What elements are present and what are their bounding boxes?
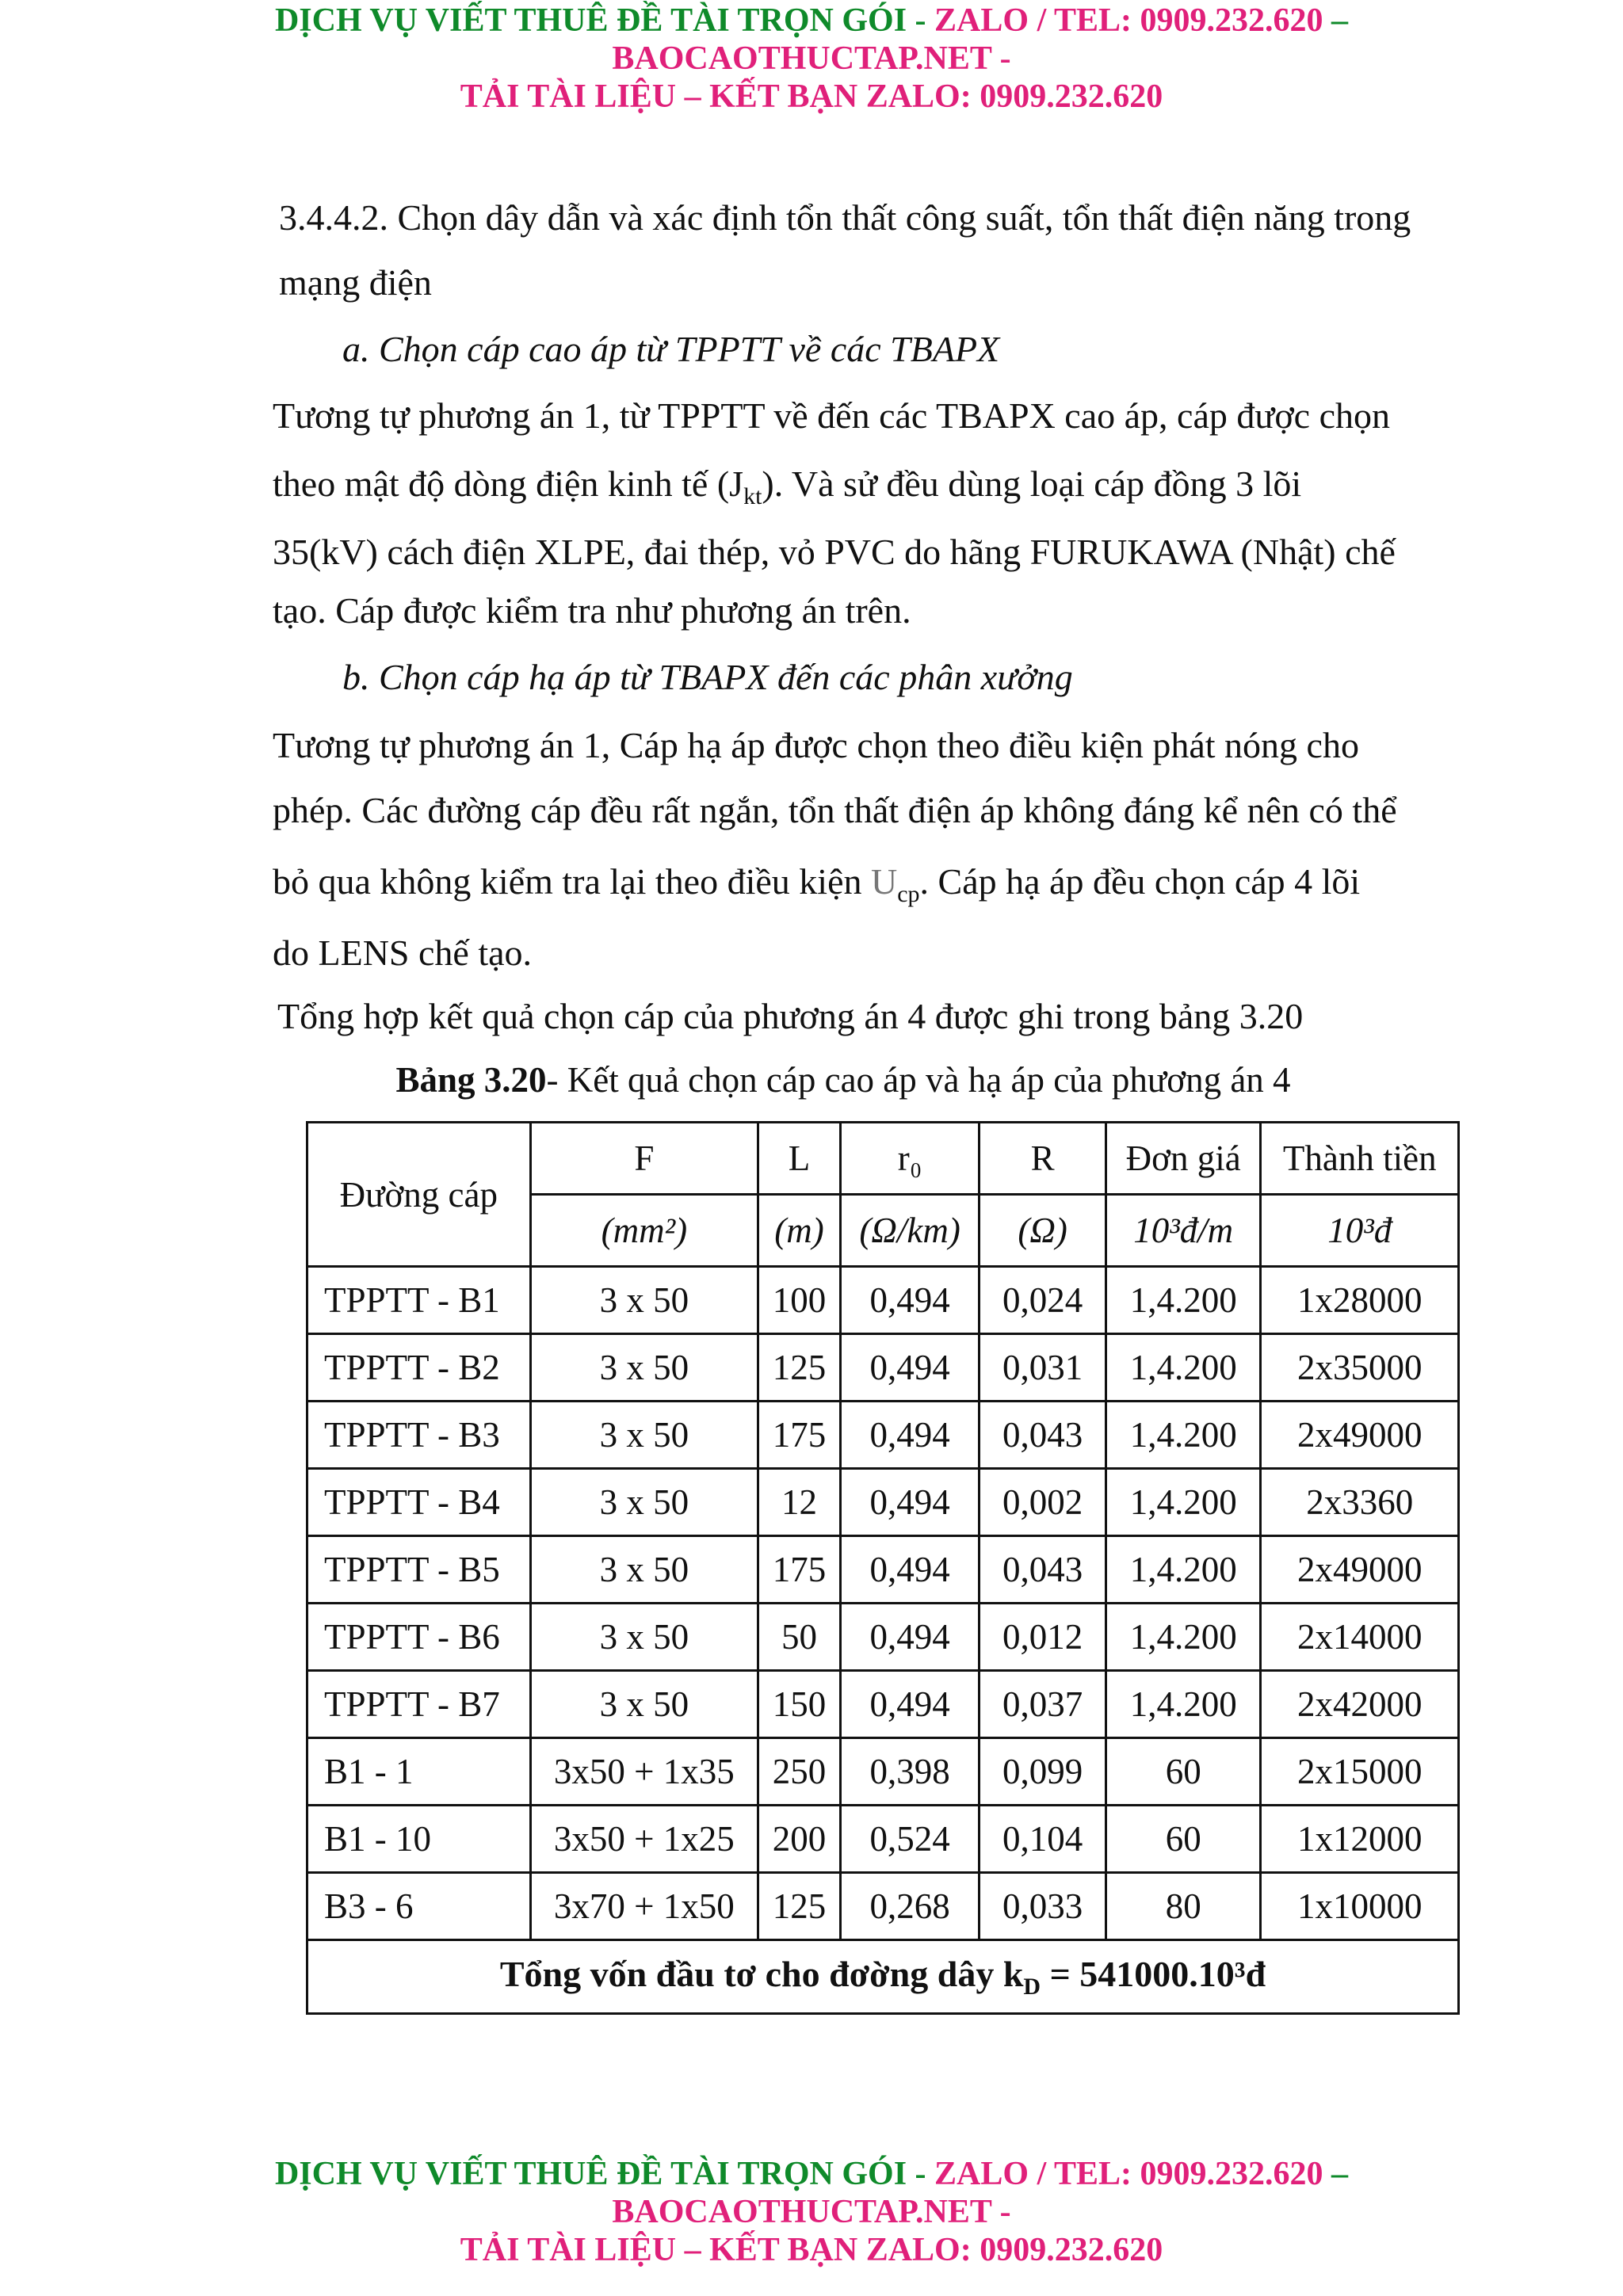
cell-f: 3 x 50 <box>530 1536 758 1604</box>
cell-route: TPPTT - B2 <box>307 1334 531 1402</box>
paragraph-a-line-2-tail: ). Và sử đều dùng loại cáp đồng 3 lõi <box>762 463 1302 504</box>
cell-r: 0,033 <box>980 1873 1106 1940</box>
cell-total: 2x14000 <box>1261 1604 1459 1671</box>
cell-route: TPPTT - B1 <box>307 1267 531 1334</box>
cell-l: 50 <box>758 1604 841 1671</box>
table-caption-label: Bảng 3.20 <box>395 1060 547 1100</box>
header-f-unit: (mm²) <box>530 1195 758 1267</box>
voltage-symbol: U <box>870 861 898 902</box>
paragraph-b-line-4: do LENS chế tạo. <box>273 933 533 973</box>
summary-line: Tổng hợp kết quả chọn cáp của phương án 4 được ghi trong bảng 3.20 <box>277 996 1304 1036</box>
cell-r0: 0,494 <box>840 1334 980 1402</box>
paragraph-b-line-2: phép. Các đường cáp đều rất ngắn, tổn thất điện áp không đáng kể nên có thể <box>273 790 1397 830</box>
cell-r: 0,099 <box>980 1738 1106 1806</box>
cell-r0: 0,268 <box>840 1873 980 1940</box>
cell-total: 1x28000 <box>1261 1267 1459 1334</box>
cell-price: 1,4.200 <box>1106 1402 1261 1469</box>
cell-r: 0,037 <box>980 1671 1106 1738</box>
cell-l: 12 <box>758 1469 841 1536</box>
cable-table <box>306 1121 1460 2015</box>
section-heading-line-1: 3.4.4.2. Chọn dây dẫn và xác định tổn thất công suất, tổn thất điện năng trong <box>279 197 1411 238</box>
table-row <box>307 1267 1459 1334</box>
banner-dash: – <box>1323 2 1349 39</box>
cell-price: 1,4.200 <box>1106 1267 1261 1334</box>
cell-f: 3x50 + 1x25 <box>530 1806 758 1873</box>
paragraph-a-line-4: tạo. Cáp được kiểm tra như phương án trên. <box>273 590 911 631</box>
paragraph-b-line-3 <box>273 860 1360 916</box>
cell-f: 3x70 + 1x50 <box>530 1873 758 1940</box>
footer-service-text: DỊCH VỤ VIẾT THUÊ ĐỀ TÀI TRỌN GÓI - <box>274 2156 935 2192</box>
cell-total: 2x49000 <box>1261 1536 1459 1604</box>
cell-l: 200 <box>758 1806 841 1873</box>
header-l: L <box>758 1123 841 1195</box>
header-r0-unit: (Ω/km) <box>840 1195 980 1267</box>
subscript-cp: cp <box>897 881 920 908</box>
banner-line-3: TẢI TÀI LIỆU – KẾT BẠN ZALO: 0909.232.620 <box>460 78 1163 115</box>
cell-price: 60 <box>1106 1738 1261 1806</box>
cell-r0: 0,398 <box>840 1738 980 1806</box>
cell-r0: 0,494 <box>840 1267 980 1334</box>
footer-banner <box>0 2155 1623 2269</box>
footer-dash: – <box>1323 2156 1349 2192</box>
cell-f: 3x50 + 1x35 <box>530 1738 758 1806</box>
cell-r: 0,043 <box>980 1536 1106 1604</box>
cell-route: B1 - 1 <box>307 1738 531 1806</box>
header-total-unit: 10³đ <box>1261 1195 1459 1267</box>
cell-r: 0,024 <box>980 1267 1106 1334</box>
table-caption-text: - Kết quả chọn cáp cao áp và hạ áp của phương án 4 <box>546 1060 1291 1100</box>
cell-r0: 0,524 <box>840 1806 980 1873</box>
footer-phone-text: ZALO / TEL: 0909.232.620 <box>934 2156 1323 2192</box>
cell-price: 1,4.200 <box>1106 1469 1261 1536</box>
cell-f: 3 x 50 <box>530 1604 758 1671</box>
cell-r: 0,104 <box>980 1806 1106 1873</box>
table-row <box>307 1738 1459 1806</box>
paragraph-a-line-2-text: theo mật độ dòng điện kinh tế (J <box>273 463 744 504</box>
cell-route: TPPTT - B5 <box>307 1536 531 1604</box>
cell-r: 0,043 <box>980 1402 1106 1469</box>
cell-l: 150 <box>758 1671 841 1738</box>
banner-service-text: DỊCH VỤ VIẾT THUÊ ĐỀ TÀI TRỌN GÓI - <box>274 2 935 39</box>
cell-f: 3 x 50 <box>530 1469 758 1536</box>
paragraph-b-line-1: Tương tự phương án 1, Cáp hạ áp được chọn theo điều kiện phát nóng cho <box>273 725 1359 765</box>
table-row <box>307 1671 1459 1738</box>
cell-r0: 0,494 <box>840 1402 980 1469</box>
cell-l: 250 <box>758 1738 841 1806</box>
cell-price: 1,4.200 <box>1106 1671 1261 1738</box>
cell-route: B3 - 6 <box>307 1873 531 1940</box>
cell-r0: 0,494 <box>840 1671 980 1738</box>
table-row <box>307 1604 1459 1671</box>
cell-route: TPPTT - B3 <box>307 1402 531 1469</box>
cell-r0: 0,494 <box>840 1469 980 1536</box>
cell-r0: 0,494 <box>840 1604 980 1671</box>
cell-total: 1x12000 <box>1261 1806 1459 1873</box>
cell-total: 2x3360 <box>1261 1469 1459 1536</box>
paragraph-a-line-2 <box>273 463 1301 518</box>
cell-l: 125 <box>758 1873 841 1940</box>
total-investment <box>307 1940 1459 2014</box>
paragraph-b-line-3-text: bỏ qua không kiểm tra lại theo điều kiện <box>273 861 871 902</box>
header-l-unit: (m) <box>758 1195 841 1267</box>
paragraph-b-line-3-tail: . Cáp hạ áp đều chọn cáp 4 lõi <box>919 861 1361 902</box>
paragraph-a-line-3: 35(kV) cách điện XLPE, đai thép, vỏ PVC do hãng FURUKAWA (Nhật) chế <box>273 532 1396 572</box>
cell-route: TPPTT - B6 <box>307 1604 531 1671</box>
cell-l: 175 <box>758 1536 841 1604</box>
header-f: F <box>530 1123 758 1195</box>
cell-total: 2x42000 <box>1261 1671 1459 1738</box>
table-row <box>307 1334 1459 1402</box>
header-total: Thành tiền <box>1261 1123 1459 1195</box>
cell-route: TPPTT - B7 <box>307 1671 531 1738</box>
cell-price: 1,4.200 <box>1106 1604 1261 1671</box>
cell-l: 125 <box>758 1334 841 1402</box>
cell-total: 1x10000 <box>1261 1873 1459 1940</box>
subheading-a: a. Chọn cáp cao áp từ TPPTT về các TBAPX <box>342 329 1000 369</box>
cell-price: 1,4.200 <box>1106 1536 1261 1604</box>
table-row <box>307 1806 1459 1873</box>
table-row <box>307 1469 1459 1536</box>
cell-f: 3 x 50 <box>530 1267 758 1334</box>
header-price-unit: 10³đ/m <box>1106 1195 1261 1267</box>
subscript-kt: kt <box>743 483 762 510</box>
total-investment-value: = 541000.10³đ <box>1041 1953 1266 1994</box>
footer-banner-line-1 <box>0 2155 1623 2193</box>
banner-phone-text: ZALO / TEL: 0909.232.620 <box>934 2 1323 39</box>
subheading-b: b. Chọn cáp hạ áp từ TBAPX đến các phân xưởng <box>342 657 1073 697</box>
cell-r0: 0,494 <box>840 1536 980 1604</box>
cell-total: 2x15000 <box>1261 1738 1459 1806</box>
cell-total: 2x35000 <box>1261 1334 1459 1402</box>
table-caption <box>0 1058 1623 1101</box>
header-r-unit: (Ω) <box>980 1195 1106 1267</box>
banner-line-2: BAOCAOTHUCTAP.NET - <box>612 40 1011 77</box>
banner-line-1 <box>0 2 1623 40</box>
cell-l: 100 <box>758 1267 841 1334</box>
cell-price: 60 <box>1106 1806 1261 1873</box>
cell-r: 0,031 <box>980 1334 1106 1402</box>
header-route: Đường cáp <box>307 1123 531 1267</box>
subscript-d: D <box>1023 1974 1041 2000</box>
table-row <box>307 1536 1459 1604</box>
header-r0: r₀ <box>840 1123 980 1195</box>
cell-f: 3 x 50 <box>530 1402 758 1469</box>
cell-route: B1 - 10 <box>307 1806 531 1873</box>
cell-route: TPPTT - B4 <box>307 1469 531 1536</box>
paragraph-a-line-1: Tương tự phương án 1, từ TPPTT về đến các TBAPX cao áp, cáp được chọn <box>273 395 1390 436</box>
header-r: R <box>980 1123 1106 1195</box>
table-row <box>307 1873 1459 1940</box>
footer-banner-line-2: BAOCAOTHUCTAP.NET - <box>612 2194 1011 2230</box>
header-banner <box>0 2 1623 116</box>
cell-f: 3 x 50 <box>530 1671 758 1738</box>
table-row <box>307 1402 1459 1469</box>
cell-r: 0,012 <box>980 1604 1106 1671</box>
cell-l: 175 <box>758 1402 841 1469</box>
total-investment-label: Tổng vốn đầu tơ cho đơờng dây k <box>499 1953 1024 1994</box>
cell-total: 2x49000 <box>1261 1402 1459 1469</box>
cell-r: 0,002 <box>980 1469 1106 1536</box>
header-price: Đơn giá <box>1106 1123 1261 1195</box>
section-heading-line-2: mạng điện <box>279 262 432 303</box>
cell-price: 1,4.200 <box>1106 1334 1261 1402</box>
cell-f: 3 x 50 <box>530 1334 758 1402</box>
table-total-row <box>307 1940 1459 2014</box>
footer-banner-line-3: TẢI TÀI LIỆU – KẾT BẠN ZALO: 0909.232.620 <box>460 2232 1163 2268</box>
cell-price: 80 <box>1106 1873 1261 1940</box>
